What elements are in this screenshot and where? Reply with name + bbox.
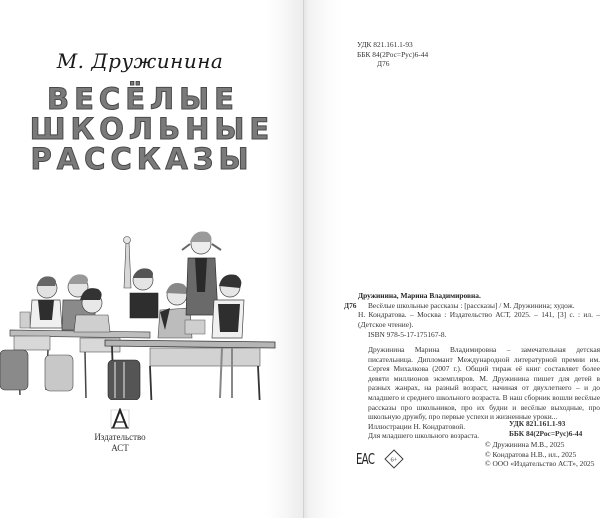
publisher-name-line1: Издательство (94, 432, 146, 442)
publisher-name-line2: АСТ (111, 443, 129, 453)
age-rating-icon (384, 449, 404, 469)
publisher-block (85, 408, 155, 454)
annotation (344, 345, 600, 422)
udk-footer (509, 419, 582, 438)
bbk-code-bottom: ББК 84(2Рос=Рус)6-44 (509, 428, 583, 438)
author-mark: Д76 (377, 59, 390, 69)
isbn: ISBN 978-5-17-175167-8. (368, 330, 447, 340)
age-note: Для младшего школьного возраста. (368, 431, 480, 441)
copyright-publisher: © ООО «Издательство АСТ», 2025 (485, 459, 595, 469)
udk-header (357, 40, 428, 69)
title-line-1: ВЕСЁЛЫЕ (47, 82, 239, 116)
annotation-text: Дружинина Марина Владимировна – замечательная детская писательница. Дипломант Международной литературной премии им. Сергея Михалкова (2007 г.). Общий тираж её книг составляет более девяти миллионов экземпляров. М. Дружинина пишет для детей в разных жанрах, на разный возраст, начиная от двухлетнего – и до младшего и среднего школьного возраста. В наш сборник вошли весёлые рассказы про школьников, про их будни и весёлые выходные, про школьную дружбу, про первые успехи и жизненные уроки... (368, 344, 600, 422)
bib-line-1: Весёлые школьные рассказы : [рассказы] / М. Дружинина; худож. (368, 300, 575, 310)
catalog-author: Дружинина, Марина Владимировна. (358, 291, 481, 300)
age-rating-text: 6+ (390, 456, 398, 464)
bib-rest: Н. Кондратова. – Москва : Издательство АСТ, 2025. – 141, [3] с. : ил. – (Детское чтение). (358, 310, 600, 329)
eac-mark-icon: ЕАС (356, 450, 375, 468)
udk-code: УДК 821.161.1-93 (357, 40, 413, 49)
bbk-code: ББК 84(2Рос=Рус)6-44 (357, 49, 429, 59)
book-spine (303, 0, 304, 518)
illustrator-credit: Иллюстрации Н. Кондратовой. (368, 421, 466, 431)
title-line-2: ШКОЛЬНЫЕ (29, 112, 275, 146)
udk-code-bottom: УДК 821.161.1-93 (509, 419, 566, 428)
classroom-illustration (0, 200, 285, 400)
copyright-block (485, 440, 594, 469)
author-name: М. Дружинина (56, 49, 224, 73)
catalog-code: Д76 (344, 300, 357, 310)
bibliographic-description (344, 301, 600, 330)
title-line-3: РАССКАЗЫ (30, 142, 254, 176)
copyright-author: © Дружинина М.В., 2025 (485, 440, 565, 449)
ast-logo-icon (109, 408, 131, 430)
book-title (18, 84, 278, 174)
copyright-illustrator: © Кондратова Н.В., ил., 2025 (485, 449, 577, 459)
